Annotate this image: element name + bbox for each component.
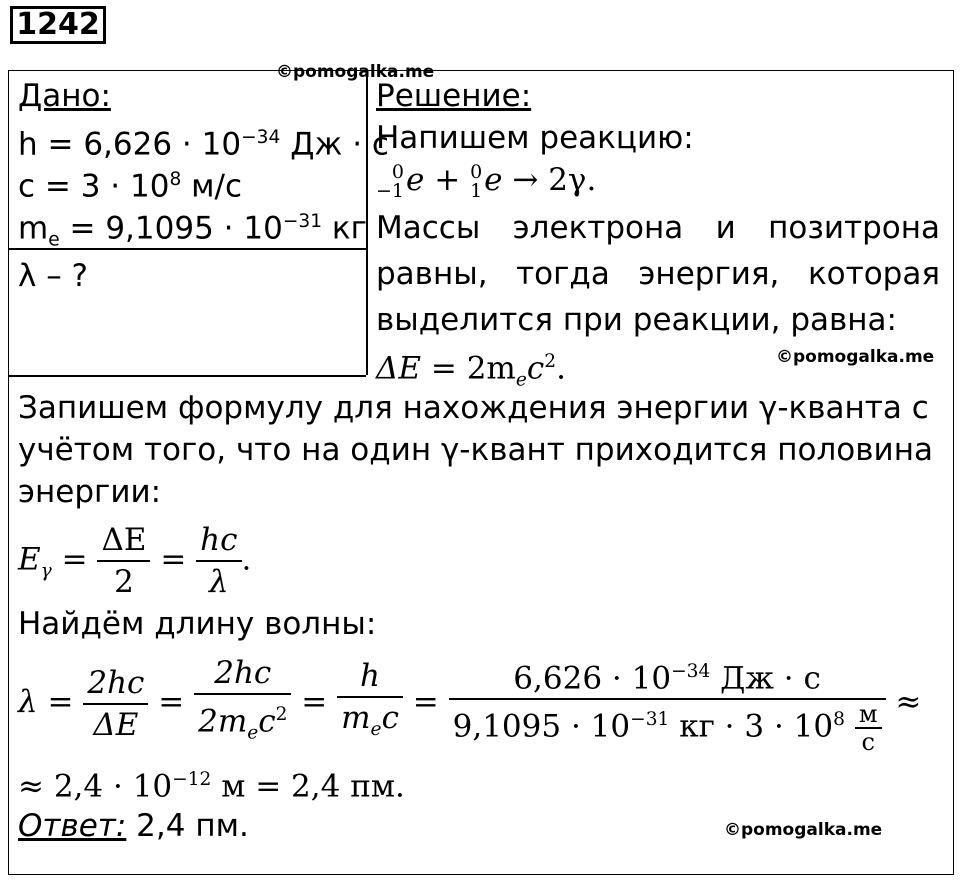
answer-value: 2,4 пм. <box>126 808 249 844</box>
solution-title: Решение: <box>376 78 532 114</box>
solution-para-line-3: выделится при реакции, равна: <box>376 302 897 338</box>
watermark: ©pomogalka.me <box>776 347 935 367</box>
body-line-3: энергии: <box>18 474 162 510</box>
solution-line-reaction-intro: Напишем реакцию: <box>376 120 694 156</box>
watermark: ©pomogalka.me <box>724 820 883 840</box>
solution-para-line-2: равны, тогда энергия, которая <box>376 256 940 292</box>
given-m: $m_e = 9,1095 \cdot 10^{-31}$ кг <box>18 210 367 251</box>
fraction: $\frac{\Delta E}{2}$ <box>97 520 150 602</box>
numeric-fraction: $6,626 \cdot 10^{-34}$ Дж · с $9,1095 \cdot 10^{-31}$ кг · $3 \cdot 10^8$ $\frac{м}{с}$ <box>449 652 886 755</box>
nuclide-notation: 0 1 <box>470 160 483 202</box>
fraction: $\frac{2hc}{2m_ec^2}$ <box>194 653 291 754</box>
fraction: $\frac{hc}{\lambda}$ <box>196 520 241 602</box>
fraction: $\frac{2hc}{\Delta E}$ <box>83 663 148 745</box>
given-bottom-border <box>8 375 366 377</box>
problem-number: 1242 <box>10 6 106 44</box>
nuclide-notation: 0 −1 <box>376 160 405 202</box>
result-line: ≈ $2,4 \cdot 10^{-12}$ м = 2,4 пм. <box>18 768 405 805</box>
answer <box>18 806 249 846</box>
photon-energy-formula: $E_\gamma$ = $\frac{\Delta E}{2}$ = $\frac{hc}{\lambda}$ . <box>18 522 252 600</box>
reaction-equation: 0 −1 e + 0 1 e → 2γ. <box>376 160 597 202</box>
find-lambda: λ – ? <box>18 258 89 294</box>
given-h: $h = 6,626 \cdot 10^{-34}$ Дж · с <box>18 126 389 163</box>
given-c: $c = 3 \cdot 10^8$ м/с <box>18 168 243 205</box>
fraction: $\frac{h}{m_ec}$ <box>337 656 403 750</box>
body-line-1: Запишем формулу для нахождения энергии γ-кванта с <box>18 390 929 426</box>
body-line-2: учётом того, что на один γ-квант приходится половина <box>18 432 933 468</box>
solution-para-line-1: Массы электрона и позитрона <box>376 210 940 246</box>
given-title: Дано: <box>18 78 111 114</box>
wavelength-formula: λ = $\frac{2hc}{\Delta E}$ = $\frac{2hc}{2m_ec^2}$ = $\frac{h}{m_ec}$ = $6,626 \cdot 10^{-34}$ Дж · с $9,1095 \cdot 10^{-31}$ кг · $3 \cdot 10^8$ $\frac{м}{с}$ ≈ <box>18 652 921 755</box>
unit-fraction: $\frac{м}{с}$ <box>855 701 882 755</box>
answer-label: Ответ: <box>18 808 127 844</box>
body-line-4: Найдём длину волны: <box>18 606 377 642</box>
watermark: ©pomogalka.me <box>276 62 435 82</box>
delta-e-equation: $\Delta E = 2m_ec^2$. <box>376 350 566 391</box>
